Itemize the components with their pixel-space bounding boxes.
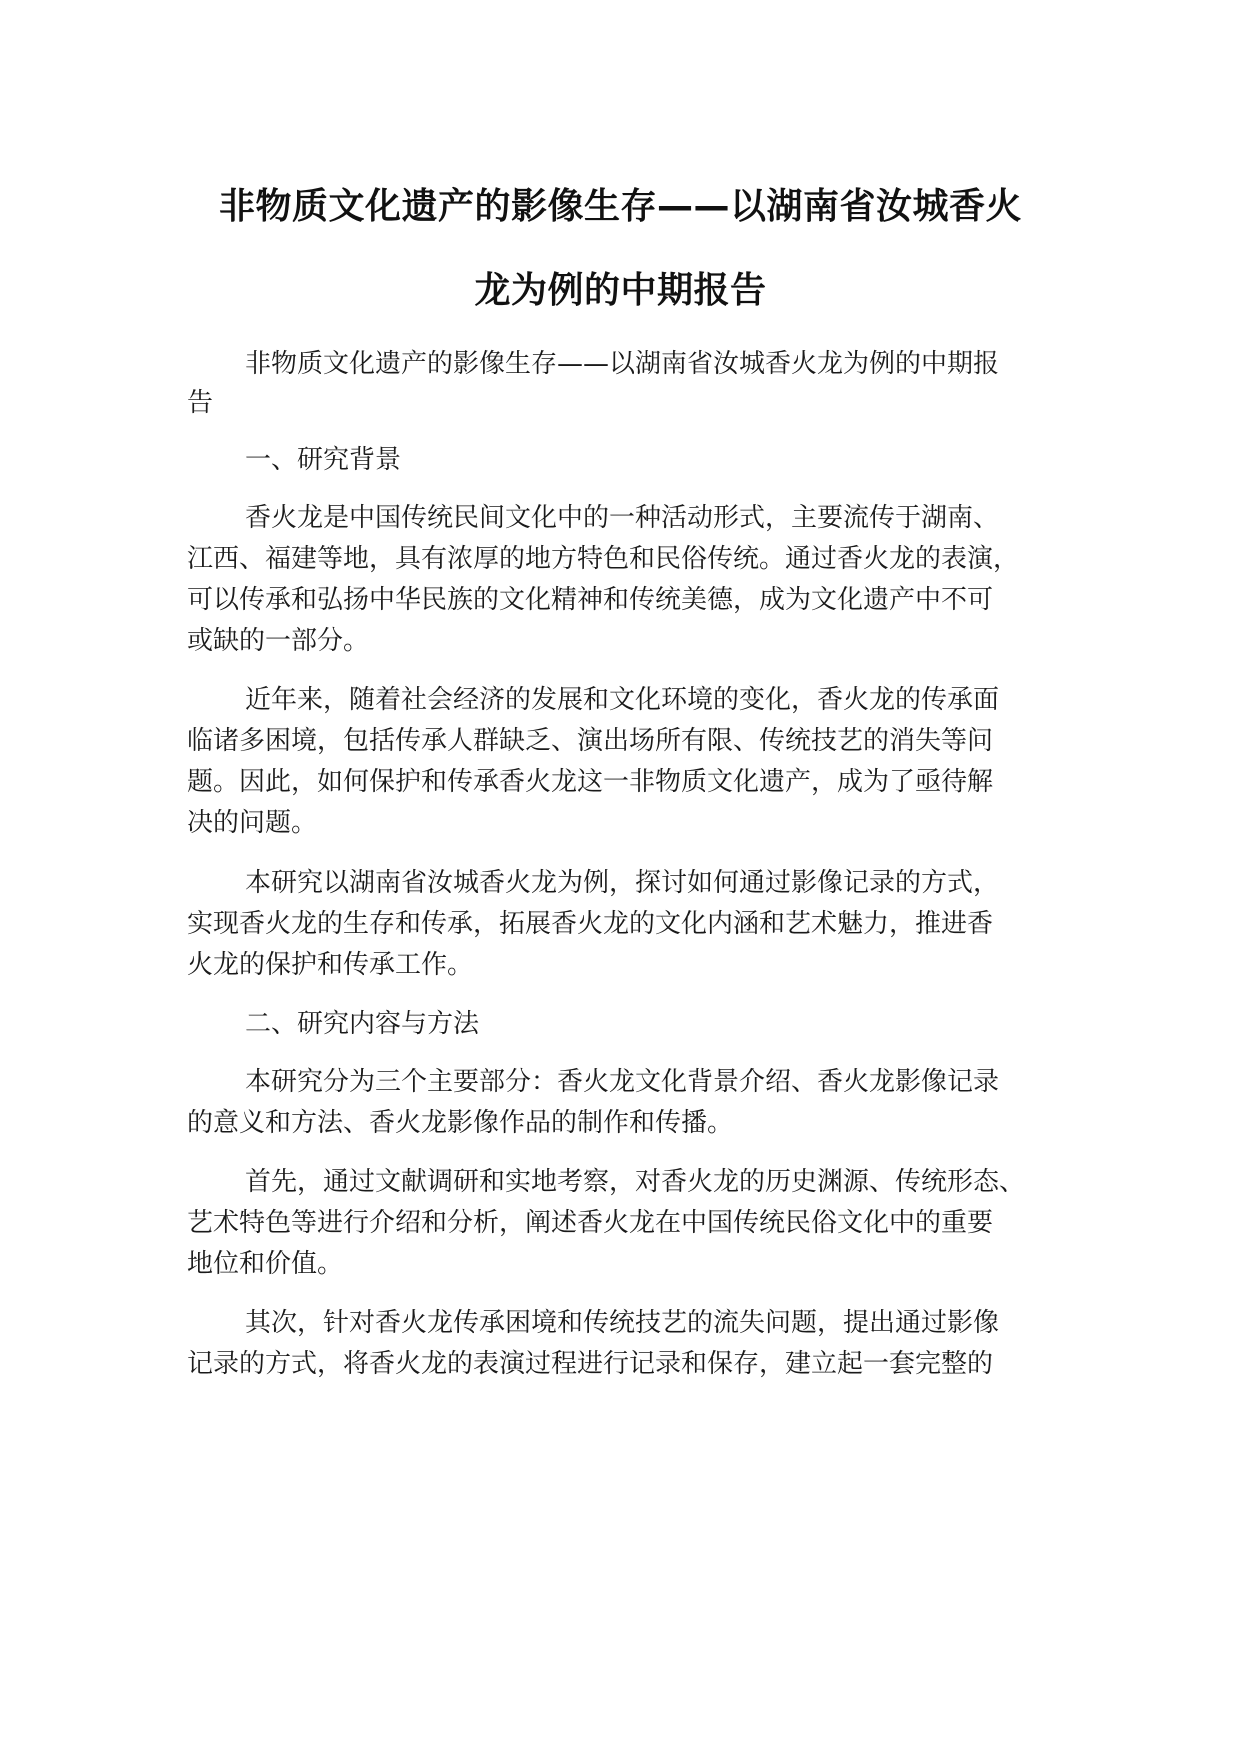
paragraph-line: 或缺的一部分。 xyxy=(187,626,370,656)
document-title-line-2: 龙为例的中期报告 xyxy=(474,270,767,311)
paragraph-line: 首先，通过文献调研和实地考察，对香火龙的历史渊源、传统形态、 xyxy=(245,1167,1026,1197)
heading-repeat-line: 非物质文化遗产的影像生存——以湖南省汝城香火龙为例的中期报 xyxy=(245,349,1000,379)
document-body xyxy=(187,0,1087,1754)
section-heading: 二、研究内容与方法 xyxy=(245,1009,480,1039)
paragraph-line: 题。因此，如何保护和传承香火龙这一非物质文化遗产，成为了亟待解 xyxy=(187,767,994,797)
document-title-line-1: 非物质文化遗产的影像生存——以湖南省汝城香火 xyxy=(218,186,1022,227)
heading-repeat-line: 告 xyxy=(187,388,214,418)
paragraph-line: 记录的方式，将香火龙的表演过程进行记录和保存，建立起一套完整的 xyxy=(187,1349,994,1379)
paragraph-line: 本研究以湖南省汝城香火龙为例，探讨如何通过影像记录的方式， xyxy=(245,868,1000,898)
paragraph-line: 临诸多困境，包括传承人群缺乏、演出场所有限、传统技艺的消失等问 xyxy=(187,726,994,756)
paragraph-line: 江西、福建等地，具有浓厚的地方特色和民俗传统。通过香火龙的表演， xyxy=(187,544,1020,574)
paragraph-line: 香火龙是中国传统民间文化中的一种活动形式，主要流传于湖南、 xyxy=(245,503,1000,533)
section-heading: 一、研究背景 xyxy=(245,445,402,475)
paragraph-line: 其次，针对香火龙传承困境和传统技艺的流失问题，提出通过影像 xyxy=(245,1308,1000,1338)
paragraph-line: 火龙的保护和传承工作。 xyxy=(187,950,474,980)
paragraph-line: 本研究分为三个主要部分：香火龙文化背景介绍、香火龙影像记录 xyxy=(245,1067,1000,1097)
paragraph-line: 的意义和方法、香火龙影像作品的制作和传播。 xyxy=(187,1108,734,1138)
paragraph-line: 艺术特色等进行介绍和分析，阐述香火龙在中国传统民俗文化中的重要 xyxy=(187,1208,994,1238)
paragraph-line: 实现香火龙的生存和传承，拓展香火龙的文化内涵和艺术魅力，推进香 xyxy=(187,909,994,939)
paragraph-line: 决的问题。 xyxy=(187,808,318,838)
paragraph-line: 可以传承和弘扬中华民族的文化精神和传统美德，成为文化遗产中不可 xyxy=(187,585,994,615)
paragraph-line: 地位和价值。 xyxy=(187,1249,344,1279)
paragraph-line: 近年来，随着社会经济的发展和文化环境的变化，香火龙的传承面 xyxy=(245,685,1000,715)
